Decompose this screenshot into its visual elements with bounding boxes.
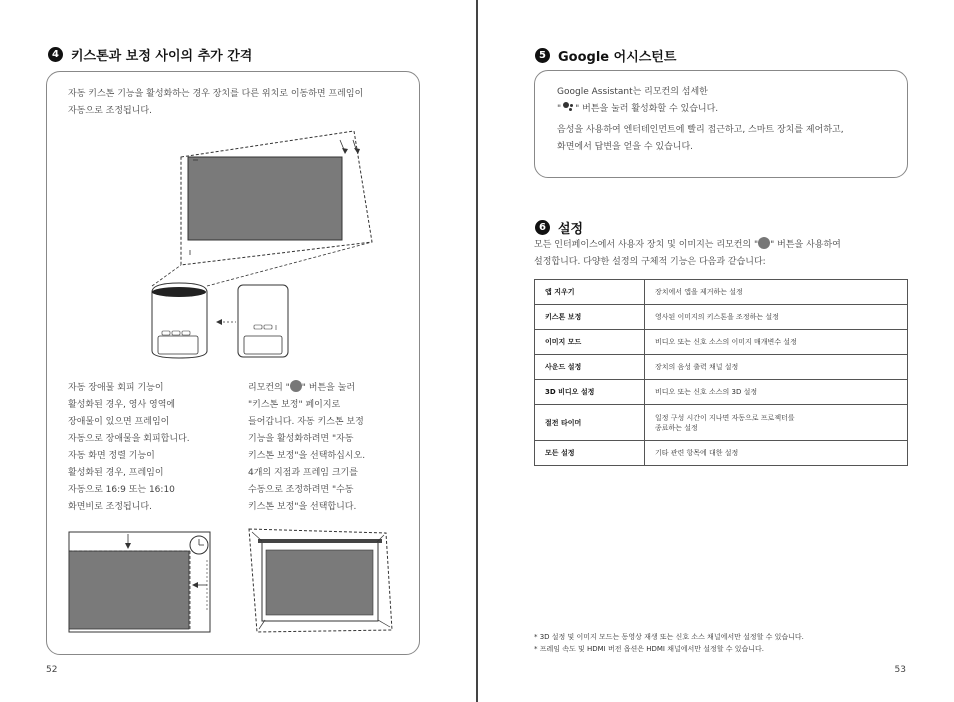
- table-row: [535, 305, 908, 330]
- text-line: [557, 101, 902, 118]
- text-line: 활성화된 경우, 프레임이: [68, 468, 164, 478]
- keystone-diagram: [0, 0, 476, 702]
- setting-description: 기타 관련 항목에 대한 설정: [645, 441, 908, 466]
- setting-name: 앱 지우기: [535, 280, 645, 305]
- text-line: 자동 장애물 회피 기능이: [68, 383, 164, 393]
- text-line: Google Assistant는 리모컨의 섬세한: [557, 87, 708, 97]
- text-line: 화면비로 조정됩니다.: [68, 502, 152, 512]
- text-line: 장애물이 있으면 프레임이: [68, 417, 170, 427]
- google-assistant-icon: [561, 102, 575, 112]
- left-page: [0, 0, 476, 702]
- text-line: 자동 화면 정렬 기능이: [68, 451, 155, 461]
- intro-line: 자동 키스톤 기능을 활성화하는 경우 장치를 다른 위치로 이동하면 프레임이: [68, 89, 364, 99]
- section-title-text: 설정: [558, 222, 584, 237]
- settings-section-title: [535, 218, 583, 237]
- text-fragment: " 버튼을 사용하여: [770, 240, 841, 250]
- page-number: 52: [46, 665, 58, 675]
- description-line: 종료하는 설정: [655, 423, 698, 432]
- table-row: [535, 355, 908, 380]
- text-fragment: 리모컨의 ": [248, 383, 290, 393]
- text-line: 자동으로 16:9 또는 16:10: [68, 485, 175, 495]
- setting-description: 장치에서 앱을 제거하는 설정: [645, 280, 908, 305]
- page-number: 53: [894, 665, 906, 675]
- footnote: * 3D 설정 및 이미지 모드는 동영상 재생 또는 신호 소스 채널에서만 설정할 수 있습니다.: [534, 633, 804, 641]
- intro-line: 자동으로 조정됩니다.: [68, 106, 152, 116]
- text-line: 음성을 사용하여 엔터테인먼트에 빨리 접근하고, 스마트 장치를 제어하고,: [557, 125, 844, 135]
- settings-intro: [534, 237, 914, 271]
- settings-button-icon: [290, 380, 302, 392]
- assistant-text: [557, 84, 902, 156]
- setting-description: 비디오 또는 신호 소스의 3D 설정: [645, 380, 908, 405]
- setting-description: 장치의 음성 출력 채널 설정: [645, 355, 908, 380]
- table-row: [535, 330, 908, 355]
- text-line: 설정합니다. 다양한 설정의 구체적 기능은 다음과 같습니다:: [534, 257, 766, 267]
- text-line: [534, 237, 914, 254]
- text-line: 키스톤 보정"을 선택하십시오.: [248, 451, 366, 461]
- text-line: 기능을 활성화하려면 "자동: [248, 434, 354, 444]
- table-row: [535, 441, 908, 466]
- text-fragment: ": [557, 104, 562, 114]
- table-row: [535, 380, 908, 405]
- setting-name: 3D 비디오 설정: [535, 380, 645, 405]
- text-line: 들어갑니다. 자동 키스톤 보정: [248, 417, 364, 427]
- setting-name: 모든 설정: [535, 441, 645, 466]
- text-fragment: 모든 인터페이스에서 사용자 장치 및 이미지는 리모컨의 ": [534, 240, 759, 250]
- setting-description: 비디오 또는 신호 소스의 이미지 매개변수 설정: [645, 330, 908, 355]
- text-line: 자동으로 장애물을 회피합니다.: [68, 434, 190, 444]
- footnote: * 프레임 속도 및 HDMI 버전 옵션은 HDMI 채널에서만 설정할 수 있습니다.: [534, 645, 765, 653]
- text-fragment: " 버튼을 눌러 활성화할 수 있습니다.: [575, 104, 719, 114]
- settings-table: [534, 279, 908, 466]
- setting-name: 절전 타이머: [535, 405, 645, 441]
- text-line: "키스톤 보정" 페이지로: [248, 400, 341, 410]
- setting-name: 키스톤 보정: [535, 305, 645, 330]
- setting-name: 이미지 모드: [535, 330, 645, 355]
- description-line: 일정 구성 시간이 지나면 자동으로 프로젝터를: [655, 413, 795, 422]
- right-page: [478, 0, 954, 702]
- table-row: [535, 280, 908, 305]
- text-line: 4개의 지점과 프레임 크기를: [248, 468, 358, 478]
- keystone-settings-text: [248, 380, 418, 516]
- section-title-text: Google 어시스턴트: [558, 50, 677, 65]
- text-fragment: " 버튼을 눌러: [301, 383, 356, 393]
- section-number-badge: 4: [48, 47, 63, 62]
- text-line: 키스톤 보정"을 선택합니다.: [248, 502, 357, 512]
- text-line: 수동으로 조정하려면 "수동: [248, 485, 354, 495]
- assistant-section-title: [535, 46, 676, 65]
- table-row: [535, 405, 908, 441]
- section-number-badge: 6: [535, 220, 550, 235]
- settings-button-icon: [758, 237, 770, 249]
- setting-name: 사운드 설정: [535, 355, 645, 380]
- text-line: 활성화된 경우, 영사 영역에: [68, 400, 176, 410]
- footnotes: [534, 631, 804, 655]
- setting-description: [645, 405, 908, 441]
- section-title-text: 키스톤과 보정 사이의 추가 간격: [71, 49, 253, 64]
- section-number-badge: 5: [535, 48, 550, 63]
- text-line: 화면에서 답변을 얻을 수 있습니다.: [557, 142, 694, 152]
- obstacle-avoidance-text: [68, 380, 238, 516]
- setting-description: 영사된 이미지의 키스톤을 조정하는 설정: [645, 305, 908, 330]
- text-line: [248, 380, 418, 397]
